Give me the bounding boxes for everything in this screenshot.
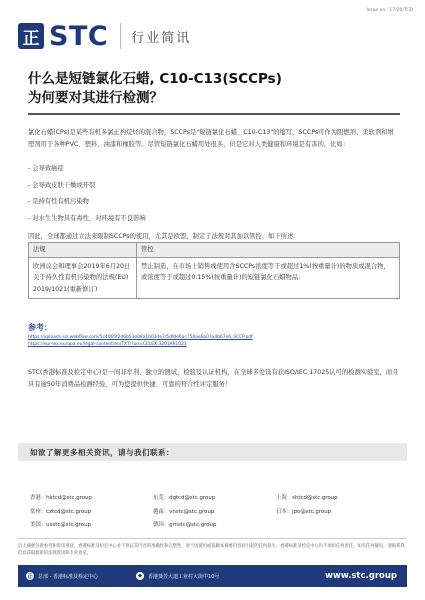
stc-small-logo-icon: 正 bbox=[27, 574, 33, 580]
page-title bbox=[28, 70, 418, 108]
contact-heading: 如欲了解更多相关资讯，请与我们联系： bbox=[30, 447, 174, 457]
title-divider bbox=[28, 113, 400, 115]
contact-us[interactable]: 美国：usstc@stc.group bbox=[30, 522, 91, 528]
location-pin-icon: ◆ bbox=[137, 573, 143, 579]
table-cell-law: 欧洲议会和理事会2019年6月20日关于持久性有机污染物的法规(EU) 2019/1021(重新修订) bbox=[29, 257, 137, 299]
contact-jp[interactable]: 日本：jpo@stc.group bbox=[276, 509, 332, 515]
regulation-lead: 因此，全球都通过立法来限制SCCPs的使用，尤其是欧盟，制定了法规对其加以管控，如下所述： bbox=[28, 233, 300, 240]
table-header-row bbox=[29, 243, 400, 258]
footer-hq-label: 总部 - 香港标准及检定中心 bbox=[38, 573, 98, 580]
disclaimer: 以上摘要仅供参考和资讯用途，香港标准及检定中心并不保证其内容的准确性和完整性，对于因使用或依赖本摘要内容而引起的任何损失，香港标准及检定中心均不承担任何责任。如有任何疑问，请联系我们以获取最新的法规资讯和专业意见。 bbox=[18, 538, 407, 557]
footer-address bbox=[136, 572, 219, 580]
references-title: 参考： bbox=[28, 323, 52, 332]
contact-row bbox=[30, 490, 399, 504]
contact-sh[interactable]: 上海：shtcd@stc.group bbox=[276, 495, 338, 501]
contact-vn[interactable]: 越南：vnstc@stc.group bbox=[153, 509, 215, 515]
references-list bbox=[28, 334, 253, 348]
header-divider bbox=[120, 23, 121, 49]
table-row bbox=[29, 257, 400, 299]
intro-paragraph: 氯化石蜡(CPs)是某些有机多氯正构烷烃的混合物，SCCPs是"短链氯化石蜡，C10-C13"的缩写。SCCPs可作为阻燃剂、柔软剂和增塑剂用于各种PVC、塑料、油漆和橡胶等。尽管短链氯化石蜡用处很多，但是它对人类健康和环境是有害的，比如： bbox=[28, 129, 394, 148]
footer-address-label: 香港葵芳大道工业村大街中10号 bbox=[147, 573, 220, 580]
title-line-2: 为何要对其进行检测？ bbox=[28, 90, 163, 106]
footer-hq bbox=[26, 572, 98, 580]
title-line-1: 什么是短链氯化石蜡, C10-C13(SCCPs) bbox=[28, 71, 282, 87]
table-cell-control: 禁止制造，在市场上销售或使用含SCCPs浓度等于或超过1%(按重量计)的物质或混合物，或浓度等于或超过0.15%(按重量计)的短链氯化石蜡物品. bbox=[137, 257, 400, 299]
list-item: - 对水生生物具有毒性，对环境有不良影响 bbox=[28, 214, 146, 222]
issue-number: Issue no.: 17/20/TCD bbox=[366, 8, 413, 13]
section-title: 行业简讯 bbox=[131, 30, 192, 46]
stc-logo-text: STC bbox=[49, 20, 109, 52]
footer-bar bbox=[18, 565, 407, 587]
list-item: - 会导致癌症 bbox=[28, 165, 64, 172]
reference-link[interactable]: https://eur-lex.europa.eu/legal-content/en/TXT/?uri=CELEX:32019R1021 bbox=[28, 342, 187, 347]
contact-dg[interactable]: 东莞：dgtcd@stc.group bbox=[153, 495, 216, 501]
header bbox=[18, 18, 191, 54]
list-item: - 是持有性有机污染物 bbox=[28, 198, 89, 205]
list-item: - 会导致皮肤干燥或开裂 bbox=[28, 181, 96, 189]
contact-cz[interactable]: 常州：cztcd@stc.group bbox=[30, 509, 92, 515]
hazard-list bbox=[28, 163, 400, 229]
contact-de[interactable]: 德国：gmstc@stc.group bbox=[153, 522, 217, 528]
contact-row bbox=[30, 517, 399, 531]
contact-row bbox=[30, 504, 399, 518]
reference-link[interactable]: https://uploads-ssl.webflow.com/5c4065f2d6b53e08a1b03de7/5dfde6ac758ae6a07a4b67e6_SCCP.pdf bbox=[28, 335, 253, 340]
table-header-control: 管控 bbox=[137, 243, 400, 258]
contact-heading-band bbox=[18, 443, 407, 461]
table-header-law: 法规 bbox=[29, 243, 137, 258]
about-paragraph: STC(香港标准及检定中心)是一间非牟利、独立的测试、检验及认证机构，在全球多处设有获ISO/IEC 17025认可的检测实验室，而且具有逾50年消费品检测经验，可为您提供快捷、可靠的符合性评定服务！ bbox=[28, 369, 399, 388]
contact-hk[interactable]: 香港：hktcd@stc.group bbox=[30, 495, 92, 501]
regulation-table bbox=[28, 242, 400, 299]
website-link[interactable]: www.stc.group bbox=[325, 571, 397, 581]
stc-logo-mark: 正 bbox=[18, 23, 44, 49]
